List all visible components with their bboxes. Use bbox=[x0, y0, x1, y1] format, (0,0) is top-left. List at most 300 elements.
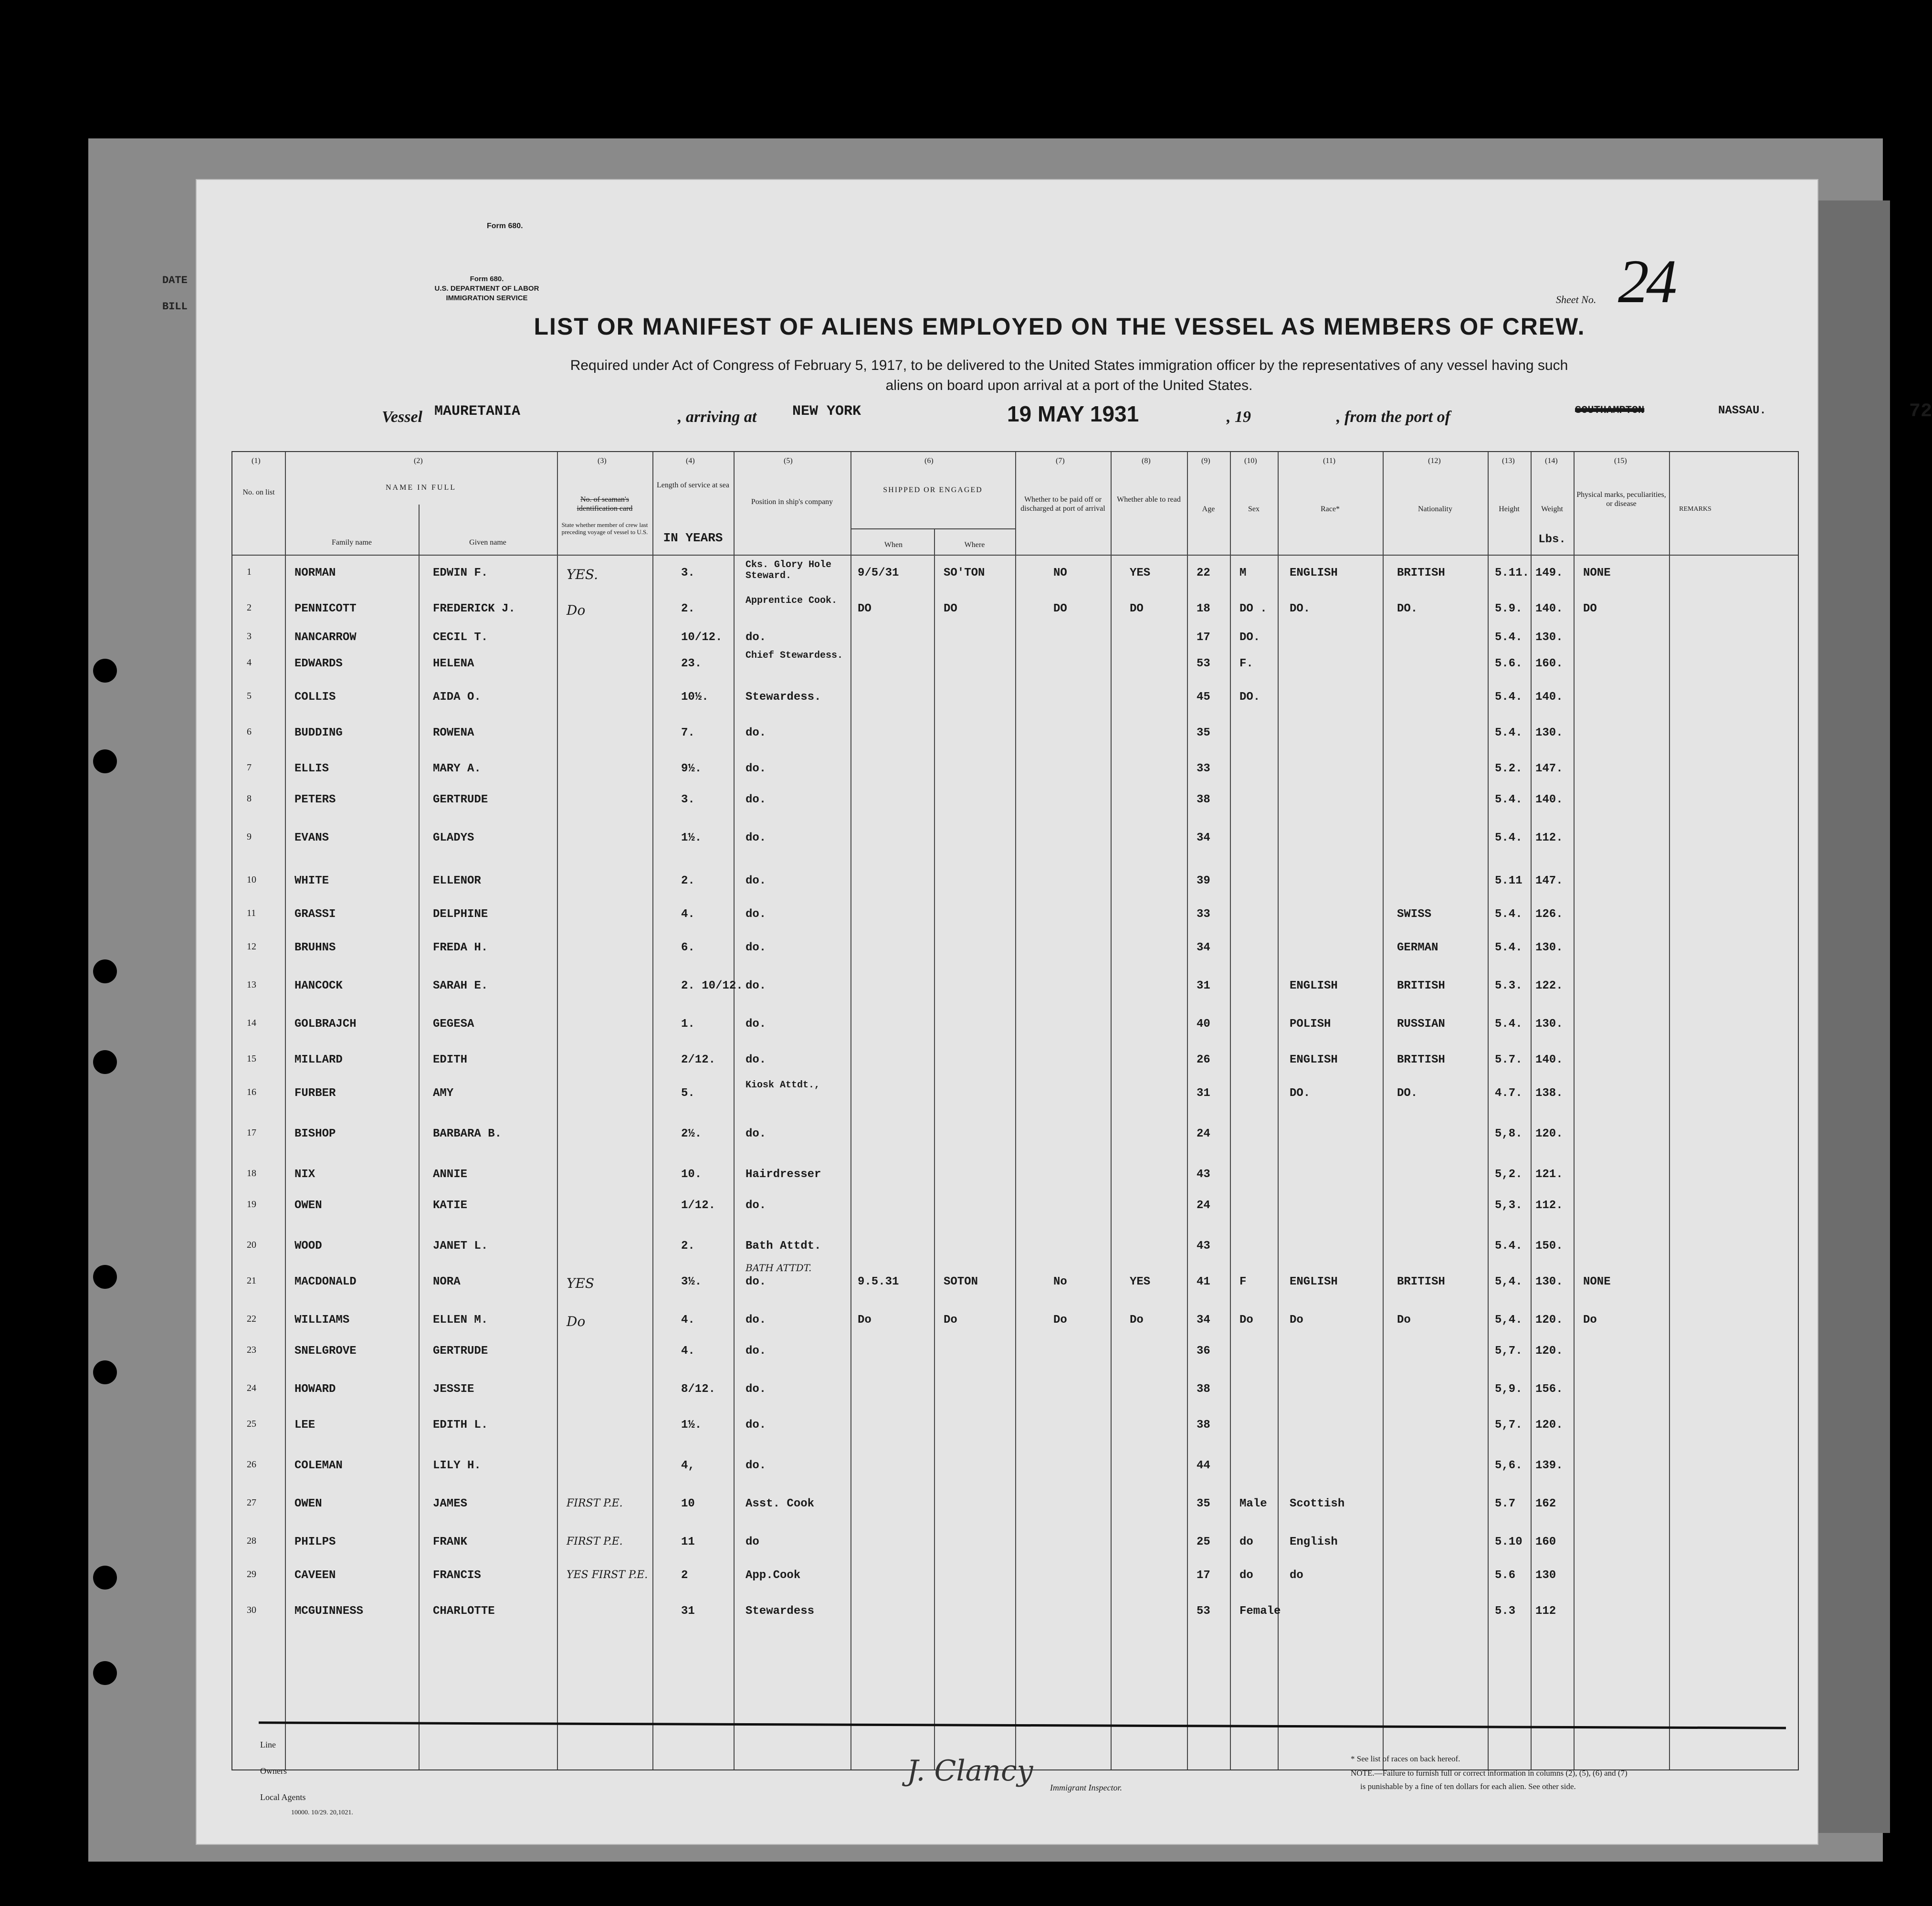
cell-no: 12 bbox=[247, 941, 256, 952]
cell-weight: 140. bbox=[1535, 691, 1563, 704]
cell-height: 5.4. bbox=[1495, 832, 1522, 844]
cell-no: 17 bbox=[247, 1127, 256, 1138]
table-row bbox=[232, 1194, 1798, 1223]
cell-service: 4. bbox=[681, 908, 695, 921]
cell-given: ANNIE bbox=[433, 1168, 468, 1181]
cell-weight: 130. bbox=[1535, 1275, 1563, 1288]
cell-sex: do bbox=[1239, 1569, 1253, 1582]
cell-no: 4 bbox=[247, 657, 252, 668]
cell-given: JANET L. bbox=[433, 1240, 488, 1253]
cell-weight: 112. bbox=[1535, 832, 1563, 844]
cell-weight: 160 bbox=[1535, 1536, 1556, 1548]
cell-service: 2. bbox=[681, 1240, 695, 1253]
cell-position: do. bbox=[746, 1383, 766, 1396]
cell-given: MARY A. bbox=[433, 762, 481, 775]
col-num: (11) bbox=[1323, 457, 1336, 465]
cell-height: 5.2. bbox=[1495, 762, 1522, 775]
cell-marks: NONE bbox=[1583, 1275, 1611, 1288]
cell-sex: DO. bbox=[1239, 691, 1260, 704]
cell-given: GERTRUDE bbox=[433, 1345, 488, 1358]
cell-service: 11 bbox=[681, 1536, 695, 1548]
punch-hole bbox=[93, 1360, 117, 1384]
cell-age: 35 bbox=[1197, 1497, 1210, 1510]
punch-hole bbox=[93, 1566, 117, 1590]
departure-port: NASSAU. bbox=[1718, 404, 1766, 417]
cell-height: 5,7. bbox=[1495, 1345, 1522, 1358]
punch-hole bbox=[93, 1661, 117, 1685]
table-row bbox=[232, 1013, 1798, 1042]
margin-date-label: DATE bbox=[162, 274, 188, 286]
cell-age: 18 bbox=[1197, 602, 1210, 615]
subtitle-line-1: Required under Act of Congress of February 5, 1917, to be delivered to the United States immigration officer by the representatives of any vessel having such bbox=[570, 358, 1568, 373]
cell-given: AMY bbox=[433, 1087, 454, 1100]
cell-position: do. bbox=[746, 874, 766, 887]
arrival-port: NEW YORK bbox=[792, 403, 861, 420]
cell-height: 5.4. bbox=[1495, 941, 1522, 954]
col-in-years: IN YEARS bbox=[663, 531, 723, 545]
table-row bbox=[232, 686, 1798, 715]
vessel-line bbox=[382, 401, 1932, 432]
cell-age: 33 bbox=[1197, 908, 1210, 921]
cell-where: DO bbox=[944, 602, 957, 615]
vessel-label: Vessel bbox=[382, 408, 422, 426]
cell-family: COLEMAN bbox=[294, 1459, 343, 1472]
cell-family: OWEN bbox=[294, 1199, 322, 1212]
cell-race: English bbox=[1290, 1536, 1338, 1548]
cell-given: HELENA bbox=[433, 657, 474, 670]
col-given-name: Given name bbox=[469, 538, 506, 547]
cell-family: CAVEEN bbox=[294, 1569, 336, 1582]
cell-height: 5.10 bbox=[1495, 1536, 1522, 1548]
cell-nat: DO. bbox=[1397, 602, 1418, 615]
cell-family: MILLARD bbox=[294, 1053, 343, 1066]
cell-position: do. bbox=[746, 1459, 766, 1472]
cell-position: Apprentice Cook. bbox=[746, 595, 838, 606]
from-port-label: , from the port of bbox=[1336, 408, 1450, 426]
cell-sex: M bbox=[1239, 567, 1247, 579]
cell-age: 31 bbox=[1197, 1087, 1210, 1100]
cell-age: 38 bbox=[1197, 1383, 1210, 1396]
cell-service: 2. bbox=[681, 874, 695, 887]
cell-no: 6 bbox=[247, 727, 252, 737]
cell-service: 3. bbox=[681, 793, 695, 806]
cell-service: 3½. bbox=[681, 1275, 702, 1288]
cell-weight: 140. bbox=[1535, 602, 1563, 615]
col-num: (15) bbox=[1614, 457, 1627, 465]
table-row bbox=[232, 1414, 1798, 1443]
col-num: (4) bbox=[686, 457, 695, 465]
cell-family: HANCOCK bbox=[294, 979, 343, 992]
cell-given: ROWENA bbox=[433, 727, 474, 739]
sheet-number-label: Sheet No. bbox=[1556, 294, 1596, 305]
cell-height: 5,2. bbox=[1495, 1168, 1522, 1181]
cell-no: 9 bbox=[247, 832, 252, 842]
cell-family: NIX bbox=[294, 1168, 315, 1181]
cell-sex: DO . bbox=[1239, 602, 1267, 615]
table-row bbox=[232, 1123, 1798, 1151]
cell-race: ENGLISH bbox=[1290, 979, 1338, 992]
col-num: (10) bbox=[1244, 457, 1257, 465]
cell-height: 5,9. bbox=[1495, 1383, 1522, 1396]
cell-height: 5,7. bbox=[1495, 1419, 1522, 1432]
year-label: , 19 bbox=[1227, 408, 1251, 426]
table-row bbox=[232, 1600, 1798, 1629]
cell-service: 2½. bbox=[681, 1127, 702, 1140]
cell-prev: FIRST P.E. bbox=[567, 1497, 623, 1509]
col-height: Height bbox=[1499, 505, 1520, 513]
punch-hole bbox=[93, 659, 117, 683]
cell-height: 5,3. bbox=[1495, 1199, 1522, 1212]
cell-weight: 112 bbox=[1535, 1605, 1556, 1618]
cell-no: 24 bbox=[247, 1383, 256, 1393]
cell-no: 19 bbox=[247, 1199, 256, 1210]
cell-family: PENNICOTT bbox=[294, 602, 357, 615]
punch-hole bbox=[93, 749, 117, 773]
cell-family: LEE bbox=[294, 1419, 315, 1432]
cell-service: 7. bbox=[681, 727, 695, 739]
table-row bbox=[232, 1235, 1798, 1264]
cell-service: 2/12. bbox=[681, 1053, 716, 1066]
cell-position: do. bbox=[746, 1199, 766, 1212]
cell-age: 43 bbox=[1197, 1168, 1210, 1181]
col-when: When bbox=[884, 541, 903, 549]
cell-given: NORA bbox=[433, 1275, 461, 1288]
form-header bbox=[391, 274, 582, 303]
arrival-date: 19 MAY 1931 bbox=[1007, 401, 1139, 426]
cell-age: 33 bbox=[1197, 762, 1210, 775]
table-row bbox=[232, 870, 1798, 898]
cell-given: KATIE bbox=[433, 1199, 468, 1212]
cell-age: 44 bbox=[1197, 1459, 1210, 1472]
footer-owners-label: Owners bbox=[260, 1766, 287, 1776]
cell-height: 5,6. bbox=[1495, 1459, 1522, 1472]
cell-weight: 121. bbox=[1535, 1168, 1563, 1181]
cell-height: 5,4. bbox=[1495, 1275, 1522, 1288]
footer-print-code: 10000. 10/29. 20,1021. bbox=[291, 1809, 353, 1816]
cell-height: 5.7. bbox=[1495, 1053, 1522, 1066]
col-no-on-list: No. on list bbox=[242, 488, 275, 496]
table-row bbox=[232, 650, 1798, 681]
cell-family: WOOD bbox=[294, 1240, 322, 1253]
cell-weight: 139. bbox=[1535, 1459, 1563, 1472]
col-able-read: Whether able to read bbox=[1117, 495, 1181, 504]
cell-no: 20 bbox=[247, 1240, 256, 1250]
col-position: Position in ship's company bbox=[751, 498, 833, 506]
cell-service: 10½. bbox=[681, 691, 709, 704]
table-row bbox=[232, 827, 1798, 855]
col-length-service: Length of service at sea bbox=[657, 481, 729, 489]
cell-prev: FIRST P.E. bbox=[567, 1536, 623, 1548]
cell-service: 2. bbox=[681, 602, 695, 615]
cell-service: 6. bbox=[681, 941, 695, 954]
cell-age: 53 bbox=[1197, 1605, 1210, 1618]
cell-no: 14 bbox=[247, 1018, 256, 1028]
cell-height: 5.4. bbox=[1495, 1240, 1522, 1253]
table-row bbox=[232, 903, 1798, 932]
cell-age: 38 bbox=[1197, 793, 1210, 806]
cell-race: ENGLISH bbox=[1290, 1275, 1338, 1288]
cell-age: 34 bbox=[1197, 941, 1210, 954]
cell-age: 35 bbox=[1197, 727, 1210, 739]
cell-sex: Female bbox=[1239, 1605, 1281, 1618]
cell-position: do. bbox=[746, 1053, 766, 1066]
col-race: Race* bbox=[1321, 505, 1340, 513]
cell-weight: 130. bbox=[1535, 727, 1563, 739]
cell-age: 25 bbox=[1197, 1536, 1210, 1548]
cell-position: Asst. Cook bbox=[746, 1497, 815, 1510]
table-row bbox=[232, 1454, 1798, 1483]
cell-no: 30 bbox=[247, 1605, 256, 1615]
back-form-tab: Form 680. bbox=[487, 222, 523, 230]
cell-height: 5.4. bbox=[1495, 691, 1522, 704]
cell-position: do. bbox=[746, 1345, 766, 1358]
cell-prev: Do bbox=[567, 602, 586, 618]
cell-service: 3. bbox=[681, 567, 695, 579]
cell-given: LILY H. bbox=[433, 1459, 481, 1472]
cell-when: 9.5.31 bbox=[858, 1275, 899, 1288]
table-row bbox=[232, 789, 1798, 817]
manifest-table bbox=[231, 451, 1799, 1770]
cell-given: CECIL T. bbox=[433, 631, 488, 644]
col-num: (9) bbox=[1201, 457, 1210, 465]
cell-sex: Male bbox=[1239, 1497, 1267, 1510]
cell-no: 10 bbox=[247, 874, 256, 885]
col-where: Where bbox=[964, 541, 985, 549]
col-num: (13) bbox=[1502, 457, 1515, 465]
race-note: * See list of races on back hereof. bbox=[1351, 1754, 1460, 1763]
cell-height: 5.3 bbox=[1495, 1605, 1516, 1618]
cell-no: 27 bbox=[247, 1497, 256, 1508]
cell-given: JAMES bbox=[433, 1497, 468, 1510]
cell-position: do. bbox=[746, 908, 766, 921]
cell-family: BUDDING bbox=[294, 727, 343, 739]
cell-height: 5,8. bbox=[1495, 1127, 1522, 1140]
cell-height: 5.4. bbox=[1495, 727, 1522, 739]
cell-marks: Do bbox=[1583, 1314, 1597, 1327]
cell-given: FRANCIS bbox=[433, 1569, 481, 1582]
cell-race: ENGLISH bbox=[1290, 1053, 1338, 1066]
cell-where: SOTON bbox=[944, 1275, 978, 1288]
cell-service: 10. bbox=[681, 1168, 702, 1181]
cell-position: Cks. Glory Hole Steward. bbox=[746, 559, 832, 581]
cell-read: DO bbox=[1130, 602, 1144, 615]
cell-height: 5.7 bbox=[1495, 1497, 1516, 1510]
cell-position: do. bbox=[746, 832, 766, 844]
cell-given: GEGESA bbox=[433, 1018, 474, 1031]
note-line-2: is punishable by a fine of ten dollars for each alien. See other side. bbox=[1360, 1782, 1576, 1791]
cell-given: SARAH E. bbox=[433, 979, 488, 992]
table-row bbox=[232, 626, 1798, 655]
cell-age: 24 bbox=[1197, 1127, 1210, 1140]
cell-family: BRUHNS bbox=[294, 941, 336, 954]
cell-given: ELLEN M. bbox=[433, 1314, 488, 1327]
cell-sex: DO. bbox=[1239, 631, 1260, 644]
cell-weight: 140. bbox=[1535, 793, 1563, 806]
cell-no: 3 bbox=[247, 631, 252, 642]
cell-no: 13 bbox=[247, 979, 256, 990]
col-seaman-state: State whether member of crew last preceding voyage of vessel to U.S. bbox=[561, 521, 648, 536]
cell-weight: 130. bbox=[1535, 631, 1563, 644]
cell-weight: 138. bbox=[1535, 1087, 1563, 1100]
cell-no: 16 bbox=[247, 1087, 256, 1097]
cell-nat: RUSSIAN bbox=[1397, 1018, 1445, 1031]
cell-given: JESSIE bbox=[433, 1383, 474, 1396]
cell-paid: DO bbox=[1053, 602, 1067, 615]
col-shipped-engaged: SHIPPED OR ENGAGED bbox=[883, 486, 983, 494]
cell-read: YES bbox=[1130, 1275, 1151, 1288]
cell-given: EDITH L. bbox=[433, 1419, 488, 1432]
cell-sex: F bbox=[1239, 1275, 1247, 1288]
cell-age: 43 bbox=[1197, 1240, 1210, 1253]
cell-where: Do bbox=[944, 1314, 957, 1327]
cell-position: do. bbox=[746, 1314, 766, 1327]
col-num: (1) bbox=[252, 457, 261, 465]
cell-service: 2. 10/12. bbox=[681, 979, 743, 992]
cell-no: 7 bbox=[247, 762, 252, 773]
cell-service: 9½. bbox=[681, 762, 702, 775]
departure-port-struck: SOUTHAMPTON bbox=[1575, 404, 1645, 416]
cell-weight: 120. bbox=[1535, 1419, 1563, 1432]
cell-height: 5.4. bbox=[1495, 631, 1522, 644]
cell-weight: 147. bbox=[1535, 762, 1563, 775]
cell-service: 1/12. bbox=[681, 1199, 716, 1212]
cell-position: App.Cook bbox=[746, 1569, 801, 1582]
col-paid-off: Whether to be paid off or discharged at port of arrival bbox=[1020, 495, 1105, 513]
col-num: (2) bbox=[414, 457, 423, 465]
cell-service: 1½. bbox=[681, 1419, 702, 1432]
cell-family: OWEN bbox=[294, 1497, 322, 1510]
margin-bill-label: BILL bbox=[162, 301, 188, 313]
cell-age: 31 bbox=[1197, 979, 1210, 992]
cell-race: Do bbox=[1290, 1314, 1303, 1327]
cell-no: 11 bbox=[247, 908, 256, 918]
cell-weight: 130. bbox=[1535, 941, 1563, 954]
cell-position-handwritten: BATH ATTDT. bbox=[746, 1262, 812, 1274]
cell-sex: F. bbox=[1239, 657, 1253, 670]
cell-height: 5.9. bbox=[1495, 602, 1522, 615]
cell-height: 5.6. bbox=[1495, 657, 1522, 670]
cell-prev: YES bbox=[567, 1275, 595, 1291]
table-row bbox=[232, 1378, 1798, 1407]
cell-family: SNELGROVE bbox=[294, 1345, 357, 1358]
vessel-name: MAURETANIA bbox=[434, 403, 521, 420]
cell-race: DO. bbox=[1290, 1087, 1311, 1100]
cell-weight: 120. bbox=[1535, 1314, 1563, 1327]
col-age: Age bbox=[1202, 505, 1215, 513]
col-num: (6) bbox=[924, 457, 934, 465]
cell-service: 2 bbox=[681, 1569, 688, 1582]
cell-weight: 162 bbox=[1535, 1497, 1556, 1510]
cell-family: ELLIS bbox=[294, 762, 329, 775]
cell-given: FREDERICK J. bbox=[433, 602, 515, 615]
col-sex: Sex bbox=[1248, 505, 1260, 513]
footer-agents-label: Local Agents bbox=[260, 1792, 306, 1802]
cell-weight: 149. bbox=[1535, 567, 1563, 579]
cell-age: 34 bbox=[1197, 1314, 1210, 1327]
cell-race: Scottish bbox=[1290, 1497, 1345, 1510]
cell-age: 45 bbox=[1197, 691, 1210, 704]
cell-height: 5.4. bbox=[1495, 908, 1522, 921]
cell-no: 26 bbox=[247, 1459, 256, 1470]
cell-weight: 130. bbox=[1535, 1018, 1563, 1031]
cell-age: 17 bbox=[1197, 631, 1210, 644]
cell-family: EDWARDS bbox=[294, 657, 343, 670]
cell-family: MACDONALD bbox=[294, 1275, 357, 1288]
table-row bbox=[232, 1340, 1798, 1369]
cell-sex: do bbox=[1239, 1536, 1253, 1548]
cell-weight: 130 bbox=[1535, 1569, 1556, 1582]
cell-age: 41 bbox=[1197, 1275, 1210, 1288]
cell-no: 8 bbox=[247, 793, 252, 804]
table-row bbox=[232, 1564, 1798, 1593]
col-remarks: REMARKS bbox=[1679, 505, 1712, 513]
cell-age: 36 bbox=[1197, 1345, 1210, 1358]
cell-given: FRANK bbox=[433, 1536, 468, 1548]
cell-service: 1. bbox=[681, 1018, 695, 1031]
cell-sex: Do bbox=[1239, 1314, 1253, 1327]
cell-height: 5.4. bbox=[1495, 793, 1522, 806]
cell-given: EDWIN F. bbox=[433, 567, 488, 579]
cell-prev: YES FIRST P.E. bbox=[567, 1569, 648, 1581]
col-family-name: Family name bbox=[332, 538, 372, 547]
col-nationality: Nationality bbox=[1418, 505, 1452, 513]
form-number: Form 680. bbox=[470, 275, 504, 283]
cell-position: do. bbox=[746, 979, 766, 992]
subtitle-line-2: aliens on board upon arrival at a port of the United States. bbox=[885, 378, 1253, 393]
cell-position: Stewardess. bbox=[746, 691, 821, 704]
cell-position: do. bbox=[746, 793, 766, 806]
table-row bbox=[232, 1262, 1798, 1299]
cell-family: NANCARROW bbox=[294, 631, 357, 644]
cell-weight: 112. bbox=[1535, 1199, 1563, 1212]
cell-height: 5.11. bbox=[1495, 567, 1530, 579]
cell-age: 26 bbox=[1197, 1053, 1210, 1066]
cell-age: 40 bbox=[1197, 1018, 1210, 1031]
cell-paid: NO bbox=[1053, 567, 1067, 579]
cell-height: 5.11 bbox=[1495, 874, 1522, 887]
cell-no: 18 bbox=[247, 1168, 256, 1179]
cell-nat: GERMAN bbox=[1397, 941, 1438, 954]
cell-no: 1 bbox=[247, 567, 252, 577]
cell-position: do. bbox=[746, 762, 766, 775]
cell-service: 31 bbox=[681, 1605, 695, 1618]
cell-nat: BRITISH bbox=[1397, 1275, 1445, 1288]
cell-position: Kiosk Attdt., bbox=[746, 1080, 820, 1091]
cell-given: BARBARA B. bbox=[433, 1127, 502, 1140]
col-weight: Weight bbox=[1541, 505, 1563, 513]
cell-height: 4.7. bbox=[1495, 1087, 1522, 1100]
inspector-label: Immigrant Inspector. bbox=[1050, 1783, 1122, 1792]
cell-service: 5. bbox=[681, 1087, 695, 1100]
cell-weight: 160. bbox=[1535, 657, 1563, 670]
cell-age: 39 bbox=[1197, 874, 1210, 887]
cell-height: 5.3. bbox=[1495, 979, 1522, 992]
subtitle bbox=[353, 356, 1785, 396]
cell-service: 1½. bbox=[681, 832, 702, 844]
cell-no: 21 bbox=[247, 1275, 256, 1286]
table-row bbox=[232, 1163, 1798, 1192]
cell-prev: YES. bbox=[567, 567, 598, 582]
page-title: LIST OR MANIFEST OF ALIENS EMPLOYED ON THE VESSEL AS MEMBERS OF CREW. bbox=[534, 313, 1586, 340]
cell-nat: Do bbox=[1397, 1314, 1411, 1327]
col-physical-marks: Physical marks, peculiarities, or disease bbox=[1576, 491, 1666, 508]
cell-family: GOLBRAJCH bbox=[294, 1018, 357, 1031]
cell-family: GRASSI bbox=[294, 908, 336, 921]
cell-read: Do bbox=[1130, 1314, 1144, 1327]
cell-nat: BRITISH bbox=[1397, 1053, 1445, 1066]
cell-weight: 150. bbox=[1535, 1240, 1563, 1253]
cell-weight: 126. bbox=[1535, 908, 1563, 921]
